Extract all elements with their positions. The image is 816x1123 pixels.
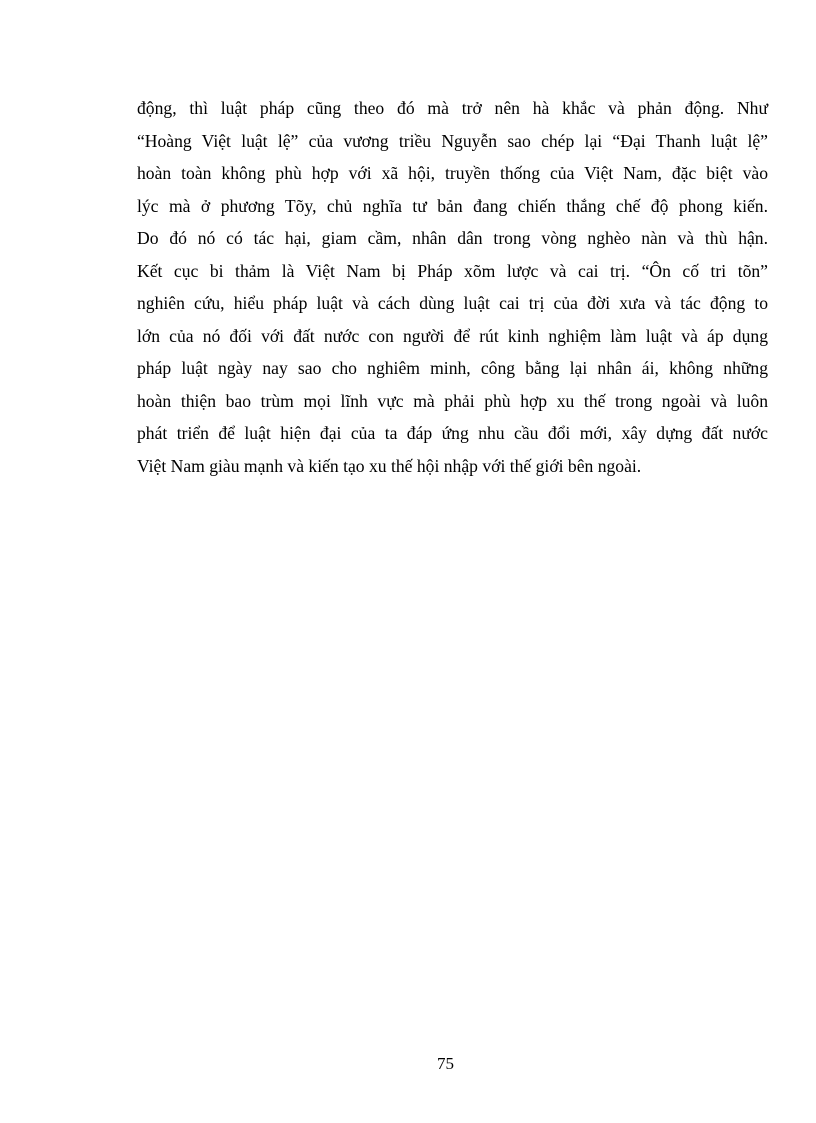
body-paragraph — [137, 92, 768, 482]
text-line: hoàn toàn không phù hợp với xã hội, truyền thống của Việt Nam, đặc biệt vào — [137, 163, 768, 183]
text-line: pháp luật ngày nay sao cho nghiêm minh, công bằng lại nhân ái, không những — [137, 358, 768, 378]
text-line: Kết cục bi thảm là Việt Nam bị Pháp xõm lược và cai trị. “Ôn cố tri tõn” — [137, 260, 768, 281]
text-line: động, thì luật pháp cũng theo đó mà trở nên hà khắc và phản động. Như — [137, 98, 768, 118]
text-line: “Hoàng Việt luật lệ” của vương triều Nguyễn sao chép lại “Đại Thanh luật lệ” — [137, 130, 768, 151]
text-line: lýc mà ở phương Tõy, chủ nghĩa tư bản đang chiến thắng chế độ phong kiến. — [137, 195, 768, 216]
page-number: 75 — [437, 1054, 454, 1073]
text-line: lớn của nó đối với đất nước con người để rút kinh nghiệm làm luật và áp dụng — [137, 325, 768, 346]
text-line: nghiên cứu, hiểu pháp luật và cách dùng luật cai trị của đời xưa và tác động to — [137, 293, 768, 313]
text-line: phát triển để luật hiện đại của ta đáp ứng nhu cầu đổi mới, xây dựng đất nước — [137, 423, 768, 443]
text-line: Việt Nam giàu mạnh và kiến tạo xu thế hội nhập với thế giới bên ngoài. — [137, 455, 642, 476]
text-line: Do đó nó có tác hại, giam cầm, nhân dân trong vòng nghèo nàn và thù hận. — [137, 228, 768, 248]
text-line: hoàn thiện bao trùm mọi lĩnh vực mà phải phù hợp xu thế trong ngoài và luôn — [137, 390, 768, 411]
